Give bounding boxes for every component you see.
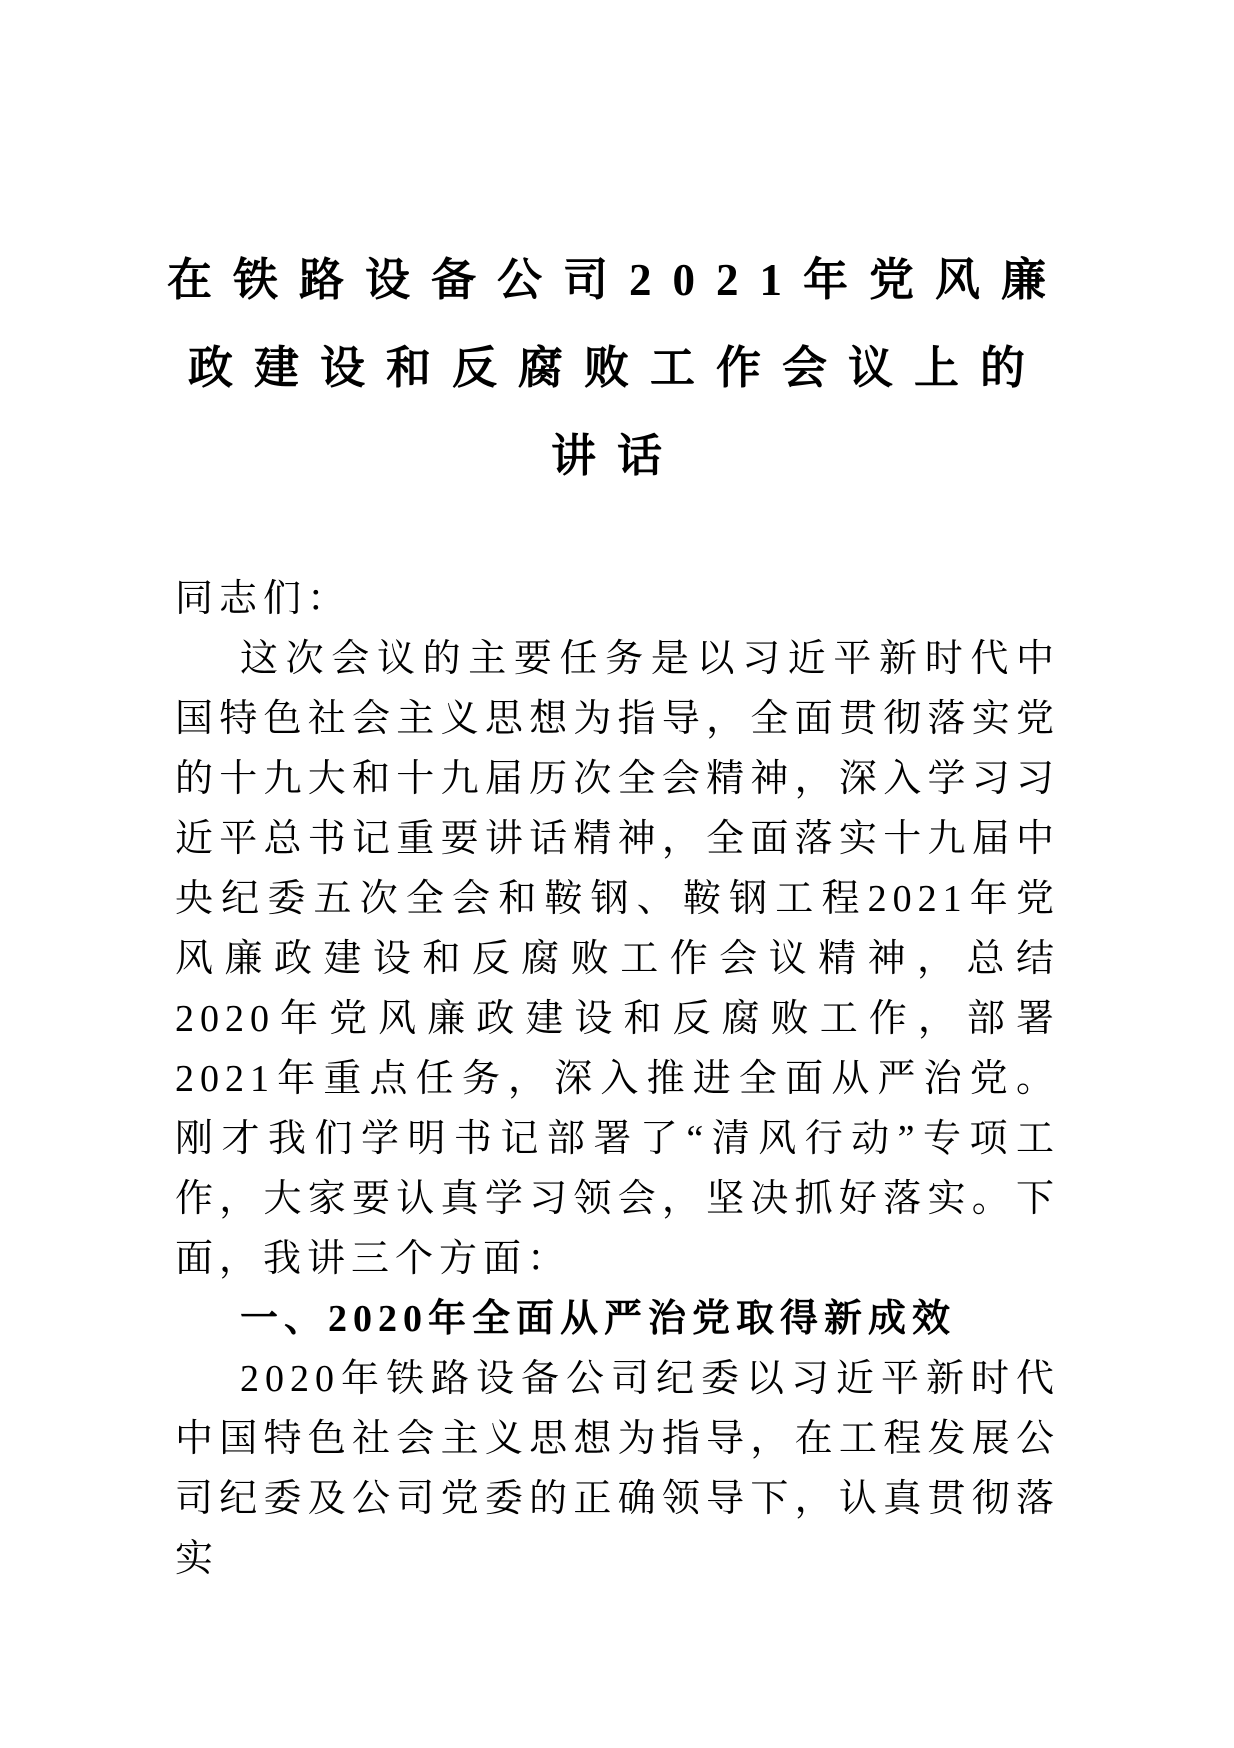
title-line-2: 政建设和反腐败工作会议上的 <box>187 343 1046 393</box>
title-line-3: 讲话 <box>550 431 683 481</box>
salutation: 同志们： <box>175 578 352 620</box>
title-line-1: 在铁路设备公司2021年党风廉 <box>166 255 1067 305</box>
document-body <box>175 569 1060 1589</box>
document-title <box>0 0 1234 500</box>
paragraph-section-1: 2020年铁路设备公司纪委以习近平新时代中国特色社会主义思想为指导，在工程发展公司纪委及公司党委的正确领导下，认真贯彻落实 <box>175 1358 1060 1580</box>
section-heading-1: 一、2020年全面从严治党取得新成效 <box>240 1298 957 1340</box>
paragraph-main: 这次会议的主要任务是以习近平新时代中国特色社会主义思想为指导，全面贯彻落实党的十九大和十九届历次全会精神，深入学习习近平总书记重要讲话精神，全面落实十九届中央纪委五次全会和鞍钢、鞍钢工程2021年党风廉政建设和反腐败工作会议精神，总结2020年党风廉政建设和反腐败工作，部署2021年重点任务，深入推进全面从严治党。刚才我们学明书记部署了“清风行动”专项工作，大家要认真学习领会，坚决抓好落实。下面，我讲三个方面： <box>175 638 1060 1280</box>
